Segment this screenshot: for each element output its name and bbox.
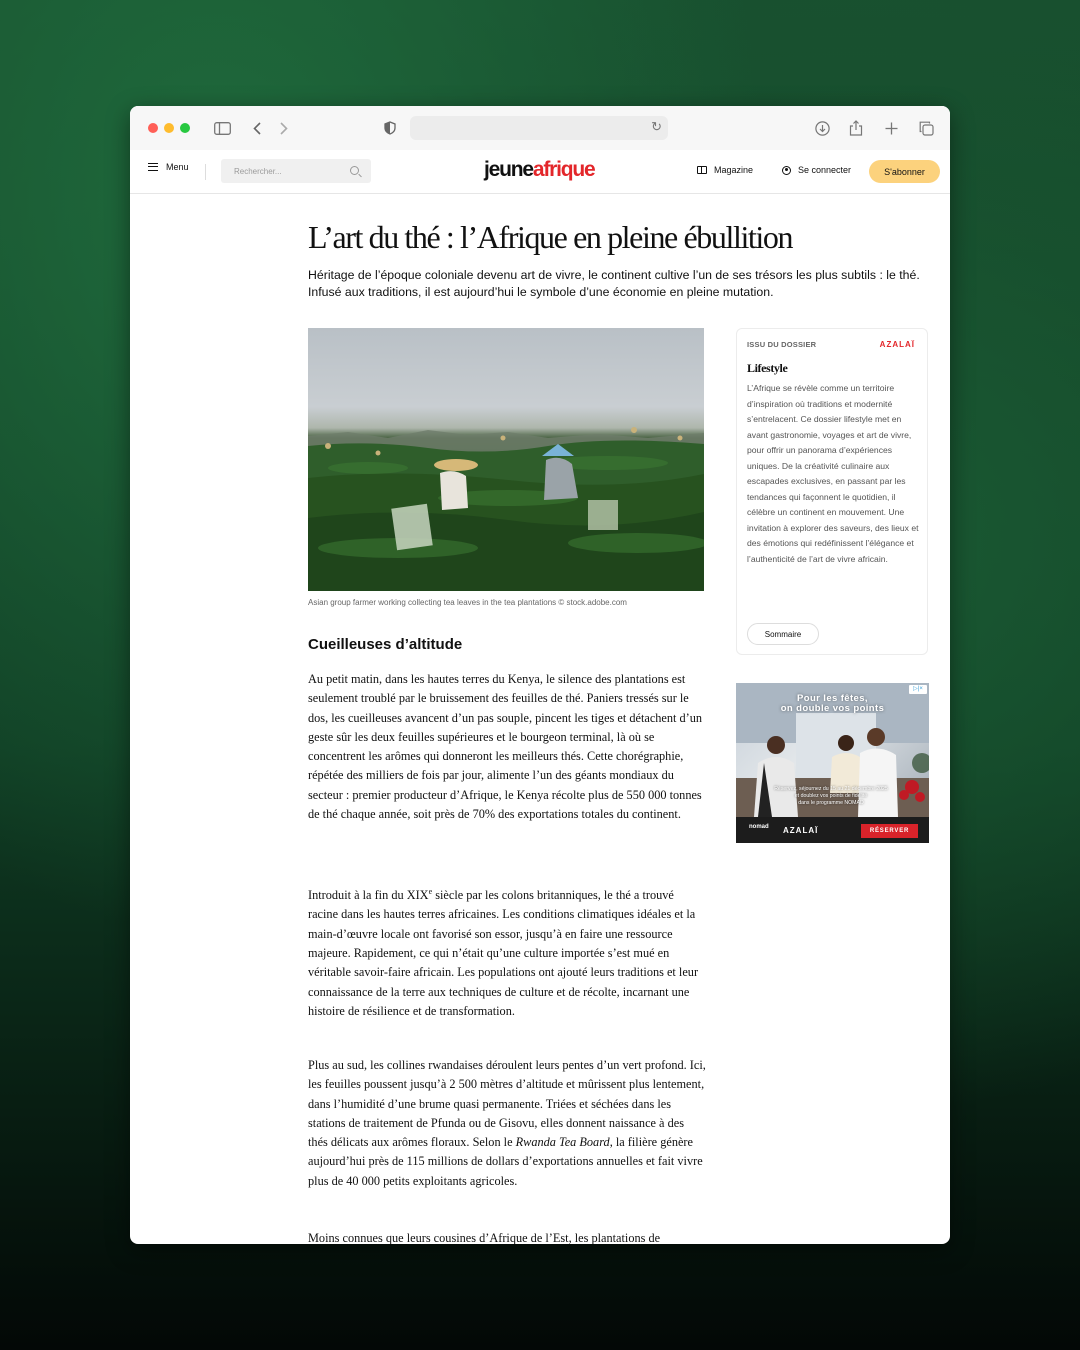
paragraph-text-end: , la filière génère aujourd’hui près de 115 millions de dollars d’exportations annuelles et fait vivre plus de 40 000 petits exploitants agricoles. xyxy=(308,1135,703,1188)
advertisement[interactable] xyxy=(736,683,929,843)
search-box xyxy=(221,159,371,183)
download-icon[interactable] xyxy=(813,118,831,138)
section-heading: Cueilleuses d’altitude xyxy=(308,636,463,653)
site-logo[interactable] xyxy=(484,158,594,182)
logo-part-jeune: jeune xyxy=(484,158,533,181)
forward-icon[interactable] xyxy=(276,118,292,138)
search-icon[interactable] xyxy=(350,166,359,175)
browser-toolbar xyxy=(130,106,950,150)
address-bar[interactable] xyxy=(410,116,668,140)
menu-label: Menu xyxy=(166,162,189,172)
century-superscript: e xyxy=(428,887,433,896)
paragraph-text xyxy=(308,882,706,1021)
paragraph-text-end: siècle par les colons britanniques, le thé a trouvé racine dans les hautes terres africaines. Les conditions climatiques idéales et la main-d’œuvre locale ont favorisé son essor, jusqu’à en faire une ressource majeure. Rapidement, ce qui n’était qu’une culture importée s’est mué en véritable savoir-faire africain. Les populations ont ajouté leurs traditions et leur connaissance de la terre aux techniques de culture et de récolte, incarnant une histoire de résilience et de transformation. xyxy=(308,888,699,1018)
ad-subtext xyxy=(756,786,906,807)
article-paragraph-4 xyxy=(308,1229,706,1244)
new-tab-icon[interactable] xyxy=(882,118,900,138)
subscribe-button[interactable]: S'abonner xyxy=(869,160,940,183)
dossier-description: L’Afrique se révèle comme un territoire d’inspiration où traditions et modernité s’entrelacent. Ce dossier lifestyle met en avant gastronomie, voyages et art de vivre, pour offrir un panorama d’expériences uniques. De la créativité culinaire aux escapades exclusives, en passant par les tendances qui façonnent le quotidien, il célèbre un continent en mouvement. Une invitation à explorer des saveurs, des lieux et des émotions qui redéfinissent l’élégance et l’authenticité de l’art de vivre africain. xyxy=(747,383,919,564)
reload-icon[interactable]: ↻ xyxy=(651,119,662,134)
tabs-icon[interactable] xyxy=(917,118,935,138)
ad-reserve-button[interactable]: RÉSERVER xyxy=(861,824,918,838)
browser-window xyxy=(130,106,950,1244)
dossier-label: ISSU DU DOSSIER xyxy=(747,340,817,349)
login-link[interactable] xyxy=(782,165,851,175)
paragraph-text-start: Plus au sud, les collines rwandaises déroulent leurs pentes d’un vert profond. Ici, les feuilles poussent jusqu’à 2 500 mètres d’altitude et mûrissent plus lentement, dans l’humidité d’une brume quasi permanente. Triées et séchées dans les stations de traitement de Pfunda ou de Gisovu, elles donnent naissance à des thés délicats aux arômes floraux. Selon le xyxy=(308,1058,706,1150)
dossier-sponsor-logo: AZALAÏ xyxy=(879,340,915,349)
magazine-label: Magazine xyxy=(714,165,754,175)
book-icon xyxy=(697,166,707,174)
article-paragraph-2 xyxy=(308,882,706,1021)
adchoices-icon[interactable]: ▷|× xyxy=(909,685,927,694)
image-caption: Asian group farmer working collecting tea leaves in the tea plantations © stock.adobe.com xyxy=(308,598,627,607)
shield-icon[interactable] xyxy=(381,118,399,138)
back-icon[interactable] xyxy=(249,118,265,138)
ad-subtext-line-3: dans le programme NOMAD xyxy=(798,800,864,806)
ad-headline-line-1: Pour les fêtes, xyxy=(797,693,868,704)
article-title: L’art du thé : l’Afrique en pleine ébullition xyxy=(308,219,793,255)
ad-brand-logo: AZALAÏ xyxy=(783,826,819,835)
minimize-window-button[interactable] xyxy=(164,123,174,133)
article-lead: Héritage de l’époque coloniale devenu art de vivre, le continent cultive l’un de ses trésors les plus subtils : le thé. Infusé aux traditions, il est aujourd’hui le symbole d’une économie en pleine mutation. xyxy=(308,268,920,299)
ad-subtext-line-2: et doublez vos points de fidélité xyxy=(794,793,868,799)
rwanda-tea-board: Rwanda Tea Board xyxy=(515,1135,610,1150)
header-divider xyxy=(205,164,206,180)
ad-headline xyxy=(736,694,929,714)
menu-icon xyxy=(148,163,158,171)
sidebar-icon[interactable] xyxy=(212,118,232,138)
ad-footer xyxy=(736,817,929,843)
ad-subtext-line-1: Réservez, séjournez du 15 au 21 décembre 2025 xyxy=(774,786,888,792)
paragraph-text-start: Introduit à la fin du XIX xyxy=(308,888,429,903)
login-label: Se connecter xyxy=(798,165,852,175)
dossier-card xyxy=(736,328,928,655)
site-header xyxy=(130,150,950,194)
article-paragraph-1 xyxy=(308,670,706,824)
share-icon[interactable] xyxy=(847,118,865,138)
article-hero-image xyxy=(308,328,704,591)
logo-part-afrique: afrique xyxy=(532,158,595,181)
paragraph-text: Au petit matin, dans les hautes terres du Kenya, le silence des plantations est seulement troublé par le bruissement des feuilles de thé. Paniers tressés sur le dos, les cueilleuses avancent d’un pas souple, pincent les tiges et détachent d’un geste sûr les deux feuilles supérieures et le bourgeon terminal, là où se concentrent les arômes qui donneront les meilleurs thés. Cette chorégraphie, répétée des milliers de fois par jour, alimente l’un des géants mondiaux du secteur : premier producteur d’Afrique, le Kenya récolte plus de 550 000 tonnes de thé chaque année, soit près de 70% des exportations totales du continent. xyxy=(308,672,703,822)
ad-program-logo: nomad xyxy=(749,824,769,830)
zoom-window-button[interactable] xyxy=(180,123,190,133)
article-paragraph-3 xyxy=(308,1056,706,1191)
menu-button[interactable] xyxy=(148,162,189,172)
magazine-link[interactable] xyxy=(697,165,753,175)
sommaire-button[interactable]: Sommaire xyxy=(747,623,819,645)
search-input[interactable] xyxy=(221,159,344,183)
paragraph-text: Moins connues que leurs cousines d’Afrique de l’Est, les plantations de xyxy=(308,1231,661,1244)
dossier-title[interactable]: Lifestyle xyxy=(747,361,788,375)
user-icon xyxy=(782,166,791,175)
ad-headline-line-2: on double vos points xyxy=(780,703,885,714)
paragraph-text xyxy=(308,1056,706,1191)
close-window-button[interactable] xyxy=(148,123,158,133)
